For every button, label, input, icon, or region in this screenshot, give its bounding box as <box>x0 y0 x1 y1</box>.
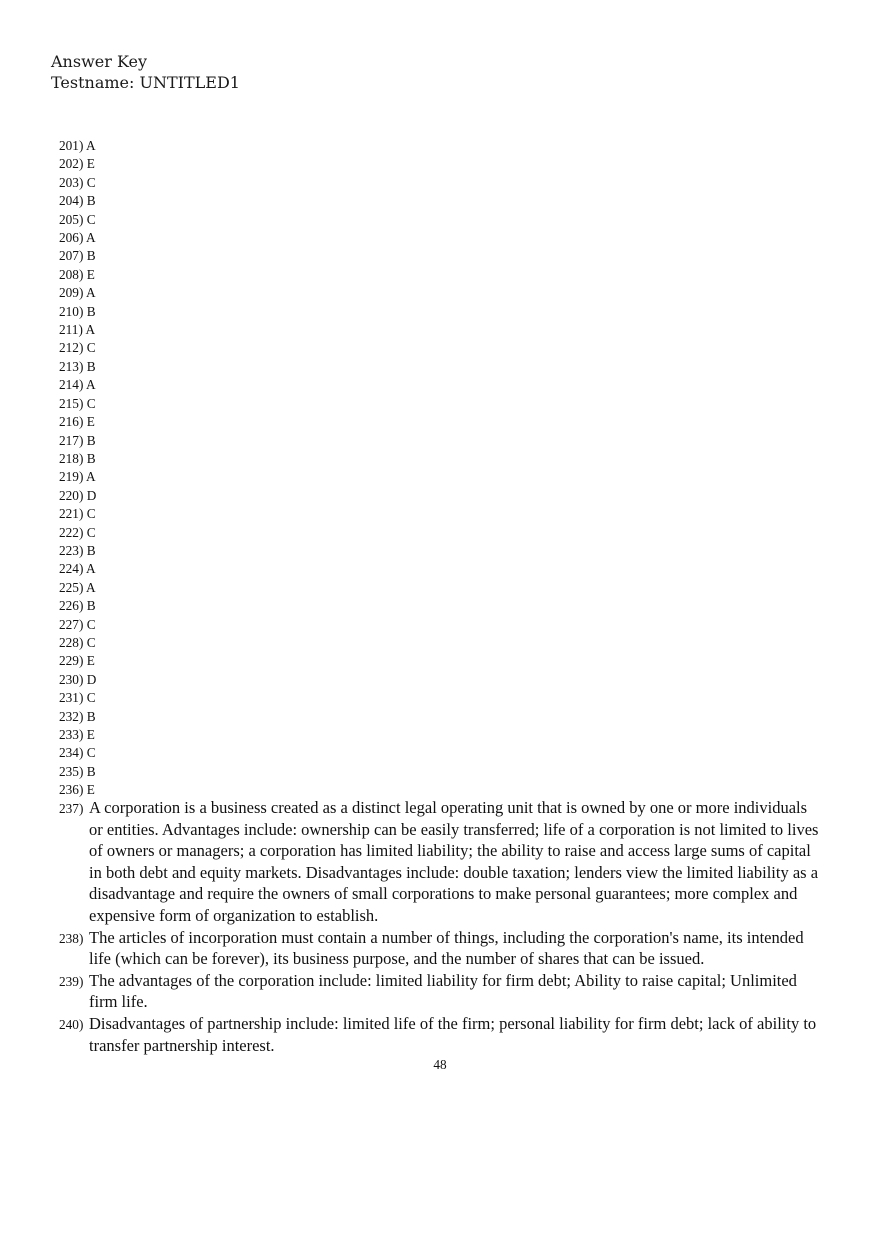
answer-row <box>59 321 96 339</box>
question-number: 213) <box>59 358 84 374</box>
answer-letter: E <box>86 414 95 430</box>
answer-letter: B <box>86 248 96 264</box>
essay-answer-list <box>59 797 819 1056</box>
question-number: 239) <box>59 973 84 989</box>
question-number: 220) <box>59 487 84 503</box>
answer-letter: A <box>85 579 96 595</box>
answer-row <box>59 137 96 155</box>
question-number: 227) <box>59 616 84 632</box>
answer-row <box>59 671 96 689</box>
answer-row <box>59 155 96 173</box>
question-number: 225) <box>59 579 84 595</box>
question-number: 224) <box>59 561 84 577</box>
question-number: 208) <box>59 266 84 282</box>
question-number: 234) <box>59 745 84 761</box>
answer-letter: B <box>86 358 96 374</box>
answer-row <box>59 726 96 744</box>
question-number: 230) <box>59 671 84 687</box>
question-number: 237) <box>59 801 84 816</box>
question-number: 222) <box>59 524 84 540</box>
question-number: 226) <box>59 598 84 614</box>
question-number: 211) <box>59 322 83 338</box>
answer-row <box>59 468 96 486</box>
question-number: 221) <box>59 506 84 522</box>
answer-letter: D <box>86 671 97 687</box>
answer-row <box>59 689 96 707</box>
answer-letter: C <box>86 506 96 522</box>
essay-answer <box>59 970 819 1013</box>
answer-letter: C <box>86 616 96 632</box>
answer-letter: C <box>86 395 96 411</box>
question-number: 212) <box>59 340 84 356</box>
answer-letter: B <box>86 708 96 724</box>
answer-row <box>59 229 96 247</box>
answer-row <box>59 247 96 265</box>
answer-row <box>59 616 96 634</box>
question-number: 233) <box>59 727 84 742</box>
question-number: 218) <box>59 450 84 466</box>
answer-row <box>59 524 96 542</box>
answer-letter: E <box>86 156 95 172</box>
answer-letter: E <box>86 727 95 742</box>
answer-row <box>59 560 96 578</box>
essay-answer <box>59 1013 819 1056</box>
answer-letter: C <box>86 211 96 227</box>
answer-letter: A <box>85 469 96 485</box>
answer-row <box>59 211 96 229</box>
answer-row <box>59 432 96 450</box>
question-number: 229) <box>59 653 84 669</box>
answer-row <box>59 744 96 762</box>
answer-letter: A <box>85 561 96 577</box>
answer-row <box>59 487 96 505</box>
question-number: 204) <box>59 193 84 209</box>
answer-letter: B <box>86 763 96 779</box>
answer-letter: E <box>86 782 95 798</box>
answer-letter: A <box>85 138 96 153</box>
question-number: 219) <box>59 469 84 485</box>
essay-answer <box>59 797 819 927</box>
answer-row <box>59 284 96 302</box>
question-number: 223) <box>59 542 84 558</box>
question-number: 207) <box>59 248 84 264</box>
answer-row <box>59 634 96 652</box>
answer-row <box>59 505 96 523</box>
answer-letter: B <box>86 598 96 614</box>
answer-row <box>59 376 96 394</box>
answer-row <box>59 358 96 376</box>
answer-letter: C <box>86 340 96 356</box>
answer-row <box>59 597 96 615</box>
answer-letter: A <box>85 377 96 393</box>
answer-row <box>59 174 96 192</box>
answer-letter: D <box>86 487 97 503</box>
question-number: 236) <box>59 782 84 798</box>
answer-row <box>59 266 96 284</box>
question-number: 214) <box>59 377 84 393</box>
answer-letter: B <box>86 303 96 319</box>
answer-row <box>59 708 96 726</box>
question-number: 216) <box>59 414 84 430</box>
answer-letter: E <box>86 266 95 282</box>
question-number: 215) <box>59 395 84 411</box>
answer-letter: E <box>86 653 95 669</box>
answer-letter: C <box>86 634 96 650</box>
answer-letter: C <box>86 690 96 706</box>
answer-row <box>59 542 96 560</box>
answer-list <box>59 137 96 800</box>
answer-row <box>59 413 96 431</box>
answer-letter: C <box>86 745 96 761</box>
answer-letter: A <box>85 285 96 301</box>
question-number: 228) <box>59 634 84 650</box>
answer-letter: B <box>86 432 96 448</box>
essay-text: The articles of incorporation must contain a number of things, including the corporation's name, its intended life (which can be forever), its business purpose, and the number of shares that can be issued. <box>89 927 804 969</box>
question-number: 202) <box>59 156 84 172</box>
page-number: 48 <box>433 1057 447 1072</box>
question-number: 205) <box>59 211 84 227</box>
answer-letter: B <box>86 193 96 209</box>
question-number: 238) <box>59 930 84 946</box>
answer-row <box>59 395 96 413</box>
question-number: 240) <box>59 1016 84 1032</box>
question-number: 217) <box>59 432 84 448</box>
document-header <box>51 51 240 93</box>
answer-row <box>59 579 96 597</box>
question-number: 206) <box>59 230 84 246</box>
answer-key-title: Answer Key <box>51 52 147 71</box>
essay-text: A corporation is a business created as a distinct legal operating unit that is owned by one or more individuals or entities. Advantages include: ownership can be easily transferred; life of a corporation is not limited to lives of owners or managers; a corporation has limited liability; the ability to raise and access large sums of capital in both debt and equity markets. Disadvantages include: double taxation; lenders view the limited liability as a disadvantage and require the owners of small corporations to make personal guarantees; more complex and expensive form of organization to establish. <box>89 798 819 925</box>
answer-row <box>59 192 96 210</box>
answer-row <box>59 450 96 468</box>
essay-answer <box>59 927 819 970</box>
answer-row <box>59 763 96 781</box>
question-number: 232) <box>59 708 84 724</box>
answer-letter: C <box>86 524 96 540</box>
answer-letter: B <box>86 450 96 466</box>
essay-text: The advantages of the corporation include: limited liability for firm debt; Ability to raise capital; Unlimited firm life. <box>89 970 797 1012</box>
answer-letter: B <box>86 542 96 558</box>
answer-letter: C <box>86 174 96 190</box>
question-number: 210) <box>59 303 84 319</box>
question-number: 235) <box>59 763 84 779</box>
question-number: 231) <box>59 690 84 706</box>
question-number: 203) <box>59 174 84 190</box>
question-number: 209) <box>59 285 84 301</box>
answer-letter: A <box>85 230 96 246</box>
essay-text: Disadvantages of partnership include: limited life of the firm; personal liability for firm debt; lack of ability to transfer partnership interest. <box>89 1013 817 1055</box>
testname-label: Testname: UNTITLED1 <box>51 73 240 92</box>
answer-letter: A <box>85 322 96 338</box>
answer-row <box>59 339 96 357</box>
answer-row <box>59 652 96 670</box>
answer-row <box>59 303 96 321</box>
question-number: 201) <box>59 138 84 153</box>
